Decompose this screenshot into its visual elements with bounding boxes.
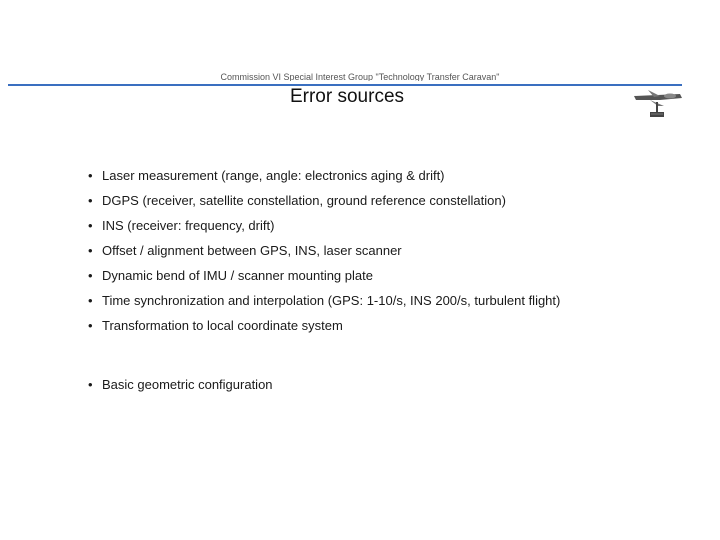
bullet-text: DGPS (receiver, satellite constellation, ground reference constellation): [102, 193, 506, 208]
bullet-dot: •: [88, 193, 93, 208]
slide-title: Error sources: [289, 86, 405, 107]
bullet-text: Transformation to local coordinate system: [102, 318, 343, 333]
bullet-item: [88, 242, 708, 267]
bullet-item: [88, 267, 708, 292]
bullet-item: [88, 217, 708, 242]
bullet-list: [88, 167, 708, 401]
bullet-dot: •: [88, 168, 93, 183]
bullet-text: Dynamic bend of IMU / scanner mounting plate: [102, 268, 373, 283]
bullet-text: Offset / alignment between GPS, INS, laser scanner: [102, 243, 402, 258]
bullet-dot: •: [88, 268, 93, 283]
bullet-item: [88, 192, 708, 217]
bullet-dot: •: [88, 218, 93, 233]
bullet-dot: •: [88, 243, 93, 258]
bullet-text: Basic geometric configuration: [102, 377, 273, 392]
bullet-text: Laser measurement (range, angle: electronics aging & drift): [102, 168, 445, 183]
bullet-dot: •: [88, 377, 93, 392]
bullet-dot: •: [88, 318, 93, 333]
bullet-dot: •: [88, 293, 93, 308]
airplane-scanner-logo-icon: [630, 86, 686, 120]
organization-line: Commission VI Special Interest Group "Technology Transfer Caravan": [220, 72, 500, 81]
bullet-item: [88, 292, 708, 317]
bullet-item: [88, 167, 708, 192]
bullet-text: Time synchronization and interpolation (GPS: 1-10/s, INS 200/s, turbulent flight): [102, 293, 561, 308]
bullet-text: INS (receiver: frequency, drift): [102, 218, 275, 233]
bullet-item: [88, 376, 708, 401]
bullet-item: [88, 317, 708, 342]
